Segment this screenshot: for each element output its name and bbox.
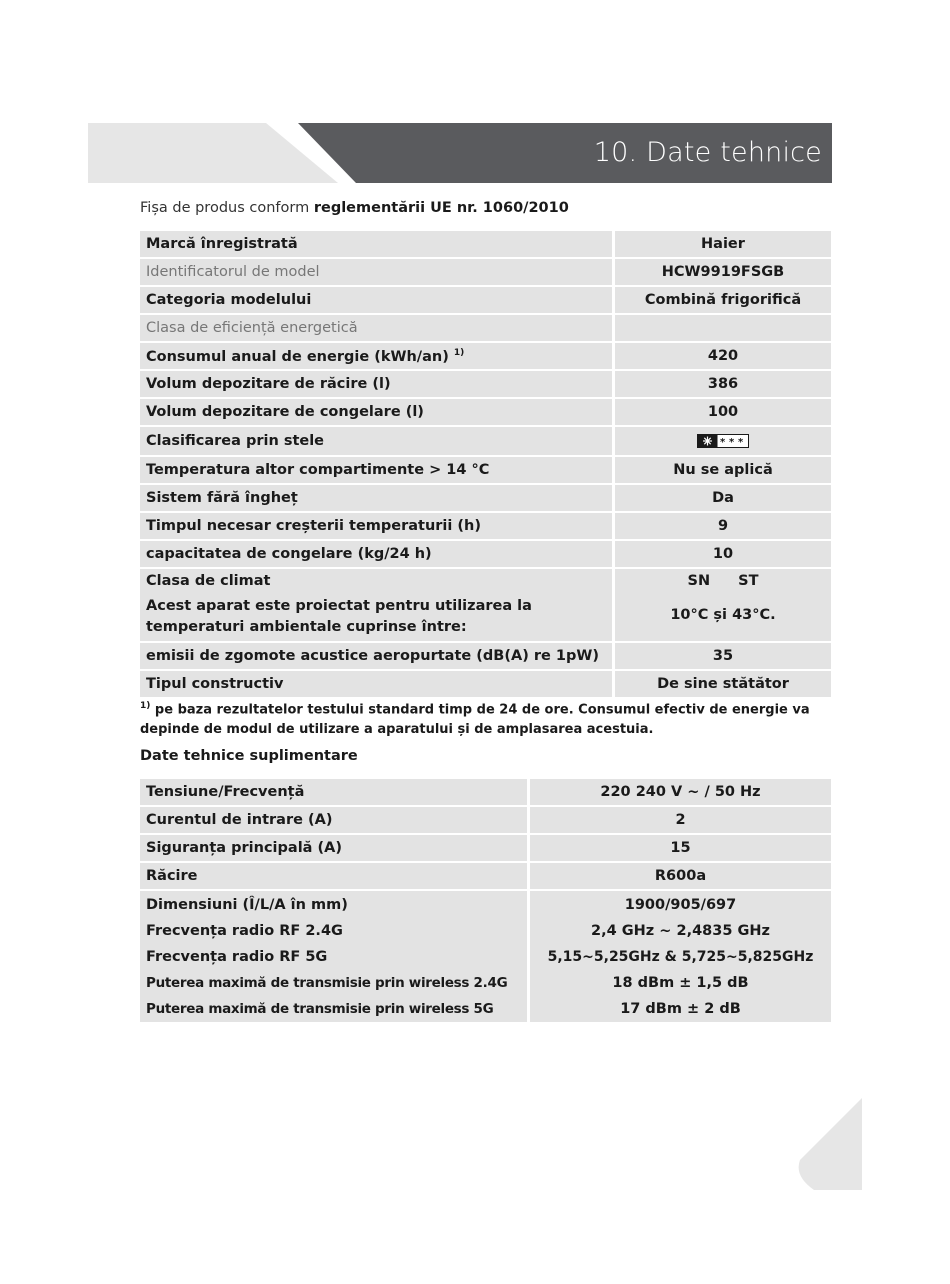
- climate-values: [612, 569, 831, 643]
- row-label: Siguranța principală (A): [140, 835, 527, 863]
- regulation-text: reglementării UE nr. 1060/2010: [313, 200, 569, 216]
- climate-class: ST: [738, 573, 759, 589]
- row-value: 420: [612, 343, 831, 371]
- row-value: [612, 427, 831, 457]
- table-row: [140, 371, 831, 399]
- row-value: 5,15~5,25GHz & 5,725~5,825GHz: [527, 944, 831, 970]
- row-label: Puterea maximă de transmisie prin wireless 5G: [140, 996, 527, 1022]
- table-row: [140, 970, 831, 996]
- row-value: 9: [612, 513, 831, 541]
- table-row: [140, 513, 831, 541]
- svg-text:*: *: [720, 437, 726, 448]
- row-label: Sistem fără îngheț: [140, 485, 612, 513]
- table-row: [140, 996, 831, 1022]
- row-value: 15: [527, 835, 831, 863]
- row-value: HCW9919FSGB: [612, 259, 831, 287]
- footnote-mark: 1): [140, 701, 151, 711]
- table-row: [140, 779, 831, 807]
- table-row: [140, 457, 831, 485]
- table-row: [140, 807, 831, 835]
- table-row: [140, 427, 831, 457]
- row-label: Categoria modelului: [140, 287, 612, 315]
- footnote: [140, 696, 840, 740]
- row-value: 18 dBm ± 1,5 dB: [527, 970, 831, 996]
- row-label: Frecvența radio RF 5G: [140, 944, 527, 970]
- row-label: Clasificarea prin stele: [140, 427, 612, 457]
- table-row: [140, 643, 831, 671]
- row-label: Puterea maximă de transmisie prin wireless 2.4G: [140, 970, 527, 996]
- row-value: 1900/905/697: [527, 891, 831, 918]
- row-value: 17 dBm ± 2 dB: [527, 996, 831, 1022]
- row-value: Combină frigorifică: [612, 287, 831, 315]
- product-sheet-table: [140, 231, 831, 697]
- row-label: Volum depozitare de congelare (l): [140, 399, 612, 427]
- table-row: [140, 315, 831, 343]
- row-value: 35: [612, 643, 831, 671]
- row-label: Identificatorul de model: [140, 259, 612, 287]
- svg-text:*: *: [738, 437, 744, 448]
- climate-class-list: [621, 573, 825, 589]
- intro-text: Fișa de produs conform: [140, 200, 314, 216]
- footnote-ref: 1): [453, 347, 465, 358]
- table-row: [140, 287, 831, 315]
- table-row: [140, 918, 831, 944]
- table-row: [140, 231, 831, 259]
- row-value: 2: [527, 807, 831, 835]
- row-label: Tensiune/Frecvență: [140, 779, 527, 807]
- supplementary-title: Date tehnice suplimentare: [140, 748, 358, 764]
- table-row: [140, 541, 831, 569]
- table-row: [140, 569, 831, 593]
- row-label-text: Consumul anual de energie (kWh/an): [146, 348, 449, 365]
- row-label: Tipul constructiv: [140, 671, 612, 697]
- table-row: [140, 343, 831, 371]
- row-value: [612, 315, 831, 343]
- row-value: De sine stătător: [612, 671, 831, 697]
- row-label: Marcă înregistrată: [140, 231, 612, 259]
- row-label: Frecvența radio RF 2.4G: [140, 918, 527, 944]
- footnote-text: pe baza rezultatelor testului standard timp de 24 de ore. Consumul efectiv de energie va depinde de modul de utilizare a aparatului și de amplasarea acestuia.: [140, 702, 810, 738]
- ambient-range: 10°C și 43°C.: [670, 607, 776, 623]
- table-row: [140, 863, 831, 891]
- row-label: Timpul necesar creșterii temperaturii (h): [140, 513, 612, 541]
- row-label: Temperatura altor compartimente > 14 °C: [140, 457, 612, 485]
- product-sheet-intro: [140, 200, 569, 216]
- table-row: [140, 835, 831, 863]
- four-star-freezer-icon: [697, 434, 749, 448]
- row-value: 2,4 GHz ~ 2,4835 GHz: [527, 918, 831, 944]
- table-row: [140, 399, 831, 427]
- row-value: Da: [612, 485, 831, 513]
- section-header: [88, 123, 832, 183]
- row-value: 386: [612, 371, 831, 399]
- section-title: 10. Date tehnice: [593, 137, 822, 168]
- page-corner-decoration: [794, 1098, 864, 1192]
- table-row: [140, 671, 831, 697]
- row-label: Răcire: [140, 863, 527, 891]
- svg-text:*: *: [729, 437, 735, 448]
- row-value: R600a: [527, 863, 831, 891]
- row-value: 10: [612, 541, 831, 569]
- climate-class: SN: [687, 573, 711, 589]
- table-row: [140, 891, 831, 918]
- supplementary-table: [140, 779, 831, 1022]
- row-label: [140, 343, 612, 371]
- row-label: Curentul de intrare (A): [140, 807, 527, 835]
- row-value: 100: [612, 399, 831, 427]
- row-label: Volum depozitare de răcire (l): [140, 371, 612, 399]
- table-row: [140, 485, 831, 513]
- row-label: capacitatea de congelare (kg/24 h): [140, 541, 612, 569]
- row-label: Dimensiuni (Î/L/A în mm): [140, 891, 527, 918]
- row-label: Clasa de climat: [140, 569, 612, 593]
- row-value: 220 240 V ~ / 50 Hz: [527, 779, 831, 807]
- row-label: Clasa de eficiență energetică: [140, 315, 612, 343]
- climate-note: Acest aparat este proiectat pentru utilizarea la temperaturi ambientale cuprinse între:: [140, 593, 612, 643]
- table-row: [140, 944, 831, 970]
- row-value: Haier: [612, 231, 831, 259]
- row-label: emisii de zgomote acustice aeropurtate (dB(A) re 1pW): [140, 643, 612, 671]
- table-row: [140, 259, 831, 287]
- row-value: Nu se aplică: [612, 457, 831, 485]
